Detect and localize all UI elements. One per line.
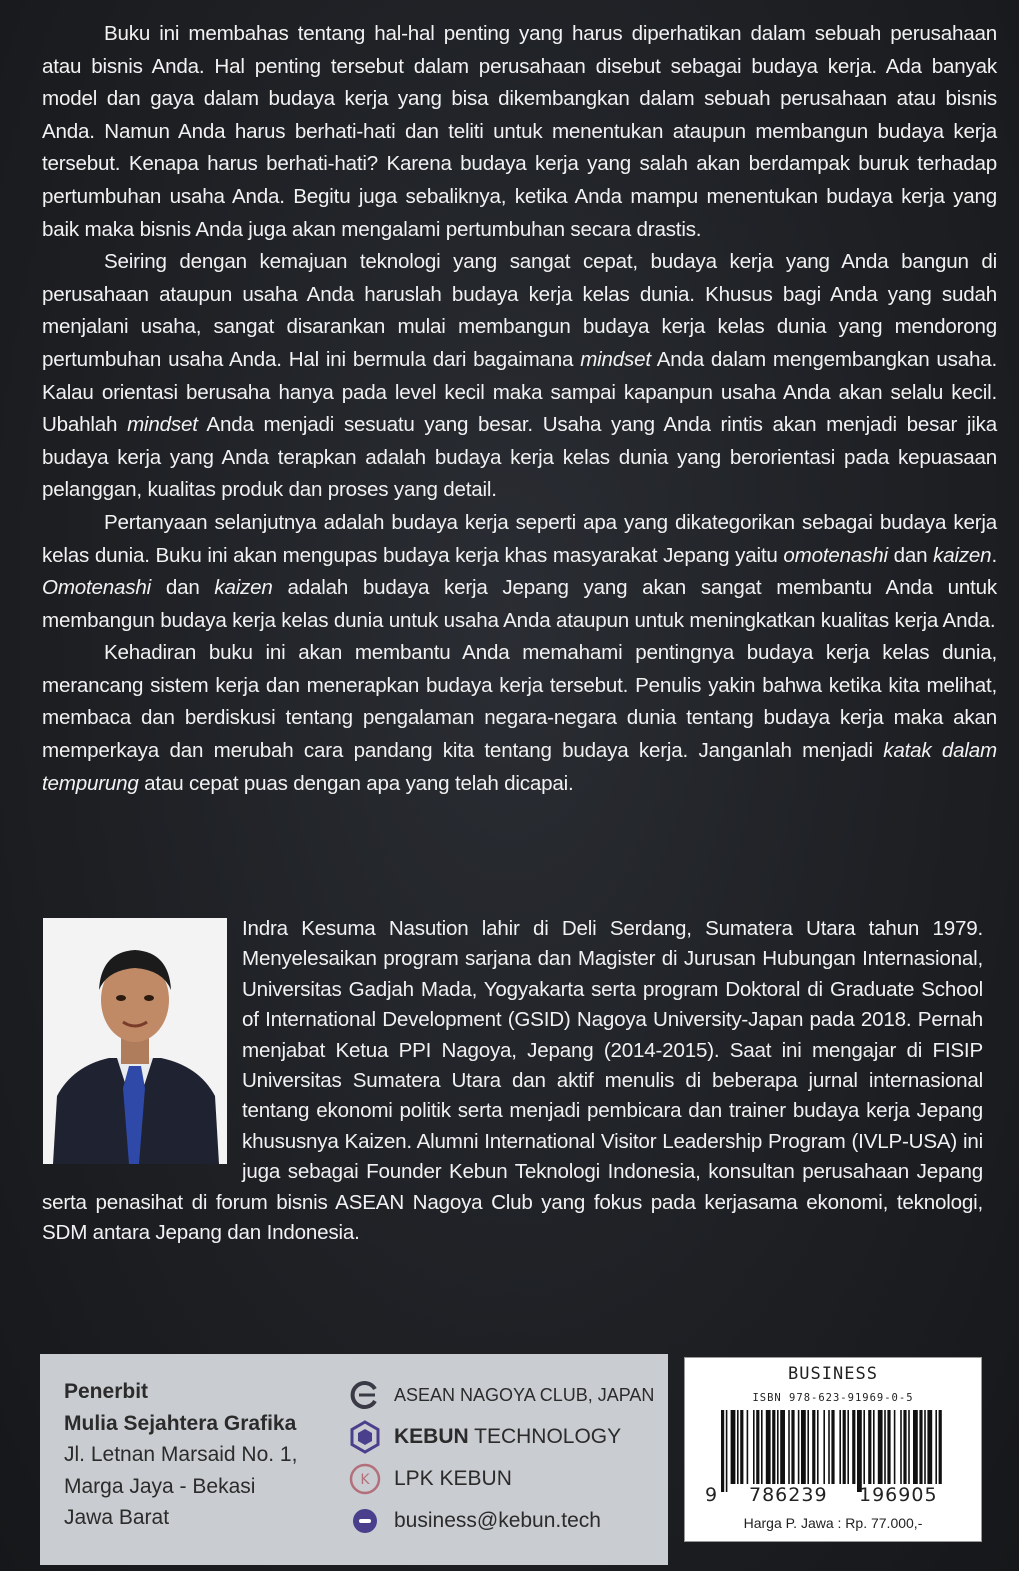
email-link[interactable]: business@kebun.tech bbox=[394, 1509, 601, 1532]
author-bio-text: Indra Kesuma Nasution lahir di Deli Serdang, Sumatera Utara tahun 1979. Menyelesaikan program sarjana dan Magister di Jurusan Hubungan Internasional, Universitas Gadjah Mada, Yogyakarta serta program Doktoral di Graduate School of International Development (GSID) Nagoya University-Japan pada 2018. Pernah menjabat Ketua PPI Nagoya, Jepang (2014-2015). Saat ini mengajar di FISIP Universitas Sumatera Utara dan aktif menulis di beberapa jurnal internasional tentang ekonomi politik serta menjadi pembicara dan trainer budaya kerja Jepang khususnya Kaizen. Alumni International Visitor Leadership Program (IVLP-USA) ini juga sebagai Founder Kebun Teknologi Indonesia, konsultan perusahaan Jepang serta penasihat di forum bisnis ASEAN Nagoya Club yang fokus pada kerjasama ekonomi, teknologi, SDM antara Jepang dan Indonesia. bbox=[42, 917, 983, 1245]
blurb-text bbox=[42, 18, 997, 800]
partner-label-bold: KEBUN bbox=[394, 1425, 469, 1448]
barcode-digits-right: 196905 bbox=[859, 1484, 938, 1506]
partner-asean-nagoya bbox=[348, 1374, 668, 1416]
blurb-paragraph-4: Kehadiran buku ini akan membantu Anda memahami pentingnya budaya kerja kelas dunia, merancang sistem kerja dan menerapkan budaya kerja tersebut. Penulis yakin bahwa ketika kita melihat, membaca dan berdiskusi tentang pengalaman negara-negara dunia tentang budaya kerja maka akan memperkaya dan merubah cara pandang kita tentang budaya kerja. Janganlah menjadi katak dalam tempurung atau cepat puas dengan apa yang telah dicapai. bbox=[42, 641, 997, 795]
partner-lpk-kebun bbox=[348, 1458, 668, 1500]
barcode-icon bbox=[721, 1410, 945, 1492]
barcode-box bbox=[684, 1357, 982, 1542]
barcode-digit-first: 9 bbox=[705, 1484, 718, 1506]
asean-nagoya-logo-icon bbox=[348, 1378, 382, 1412]
partner-label: ASEAN NAGOYA CLUB, JAPAN bbox=[394, 1384, 655, 1405]
publisher-label: Penerbit bbox=[64, 1380, 149, 1403]
publisher-name: Mulia Sejahtera Grafika bbox=[64, 1411, 297, 1435]
publisher-info bbox=[64, 1376, 354, 1534]
blurb-paragraph-1: Buku ini membahas tentang hal-hal penting yang harus diperhatikan dalam sebuah perusahaan atau bisnis Anda. Hal penting tersebut dalam perusahaan disebut sebagai budaya kerja. Ada banyak model dan gaya dalam budaya kerja yang bisa dikembangkan dalam sebuah perusahaan atau bisnis Anda. Namun Anda harus berhati-hati dan teliti untuk menentukan ataupun membangun budaya kerja tersebut. Kenapa harus berhati-hati? Karena budaya kerja yang salah akan berdampak buruk terhadap pertumbuhan usaha Anda. Begitu juga sebaliknya, ketika Anda mampu menentukan budaya kerja yang baik maka bisnis Anda juga akan mengalami pertumbuhan secara drastis. bbox=[42, 22, 997, 241]
barcode-digits-left: 786239 bbox=[749, 1484, 828, 1506]
svg-text:K: K bbox=[360, 1472, 370, 1488]
blurb-paragraph-3: Pertanyaan selanjutnya adalah budaya kerja seperti apa yang dikategorikan sebagai budaya kerja kelas dunia. Buku ini akan mengupas budaya kerja khas masyarakat Jepang yaitu omotenashi dan kaizen. Omotenashi dan kaizen adalah budaya kerja Jepang yang akan sangat membantu Anda untuk membangun budaya kerja kelas dunia untuk usaha Anda ataupun untuk meningkatkan kualitas kerja Anda. bbox=[42, 510, 997, 632]
publisher-address-line-3: Jawa Barat bbox=[64, 1506, 170, 1529]
blurb-paragraph-2: Seiring dengan kemajuan teknologi yang sangat cepat, budaya kerja yang Anda bangun di perusahaan ataupun usaha Anda haruslah budaya kerja kelas dunia. Khusus bagi Anda yang sudah menjalani usaha, sangat disarankan mulai membangun budaya kerja kelas dunia yang mendorong pertumbuhan usaha Anda. Hal ini bermula dari bagaimana mindset Anda dalam mengembangkan usaha. Kalau orientasi berusaha hanya pada level kecil maka sampai kapanpun usaha Anda akan selalu kecil. Ubahlah mindset Anda menjadi sesuatu yang besar. Usaha yang Anda rintis akan menjadi besar jika budaya kerja yang Anda terapkan adalah budaya kerja kelas dunia yang berorientasi pada kepuasaan pelanggan, kualitas produk dan proses yang detail. bbox=[42, 250, 997, 502]
publisher-address-line-1: Jl. Letnan Marsaid No. 1, bbox=[64, 1443, 298, 1466]
partner-list bbox=[348, 1374, 668, 1542]
isbn-text: ISBN 978-623-91969-0-5 bbox=[752, 1392, 914, 1404]
partner-label: LPK KEBUN bbox=[394, 1467, 512, 1490]
publisher-address-line-2: Marga Jaya - Bekasi bbox=[64, 1474, 256, 1498]
kebun-technology-logo-icon bbox=[348, 1420, 382, 1454]
email-icon bbox=[348, 1504, 382, 1538]
book-category: BUSINESS bbox=[788, 1364, 878, 1384]
lpk-kebun-logo-icon bbox=[348, 1462, 382, 1496]
partner-label-rest: TECHNOLOGY bbox=[468, 1425, 622, 1448]
book-price: Harga P. Jawa : Rp. 77.000,- bbox=[743, 1515, 923, 1531]
author-bio bbox=[42, 914, 983, 1248]
partner-kebun-technology bbox=[348, 1416, 668, 1458]
publisher-box bbox=[40, 1354, 668, 1565]
partner-email[interactable] bbox=[348, 1500, 668, 1542]
